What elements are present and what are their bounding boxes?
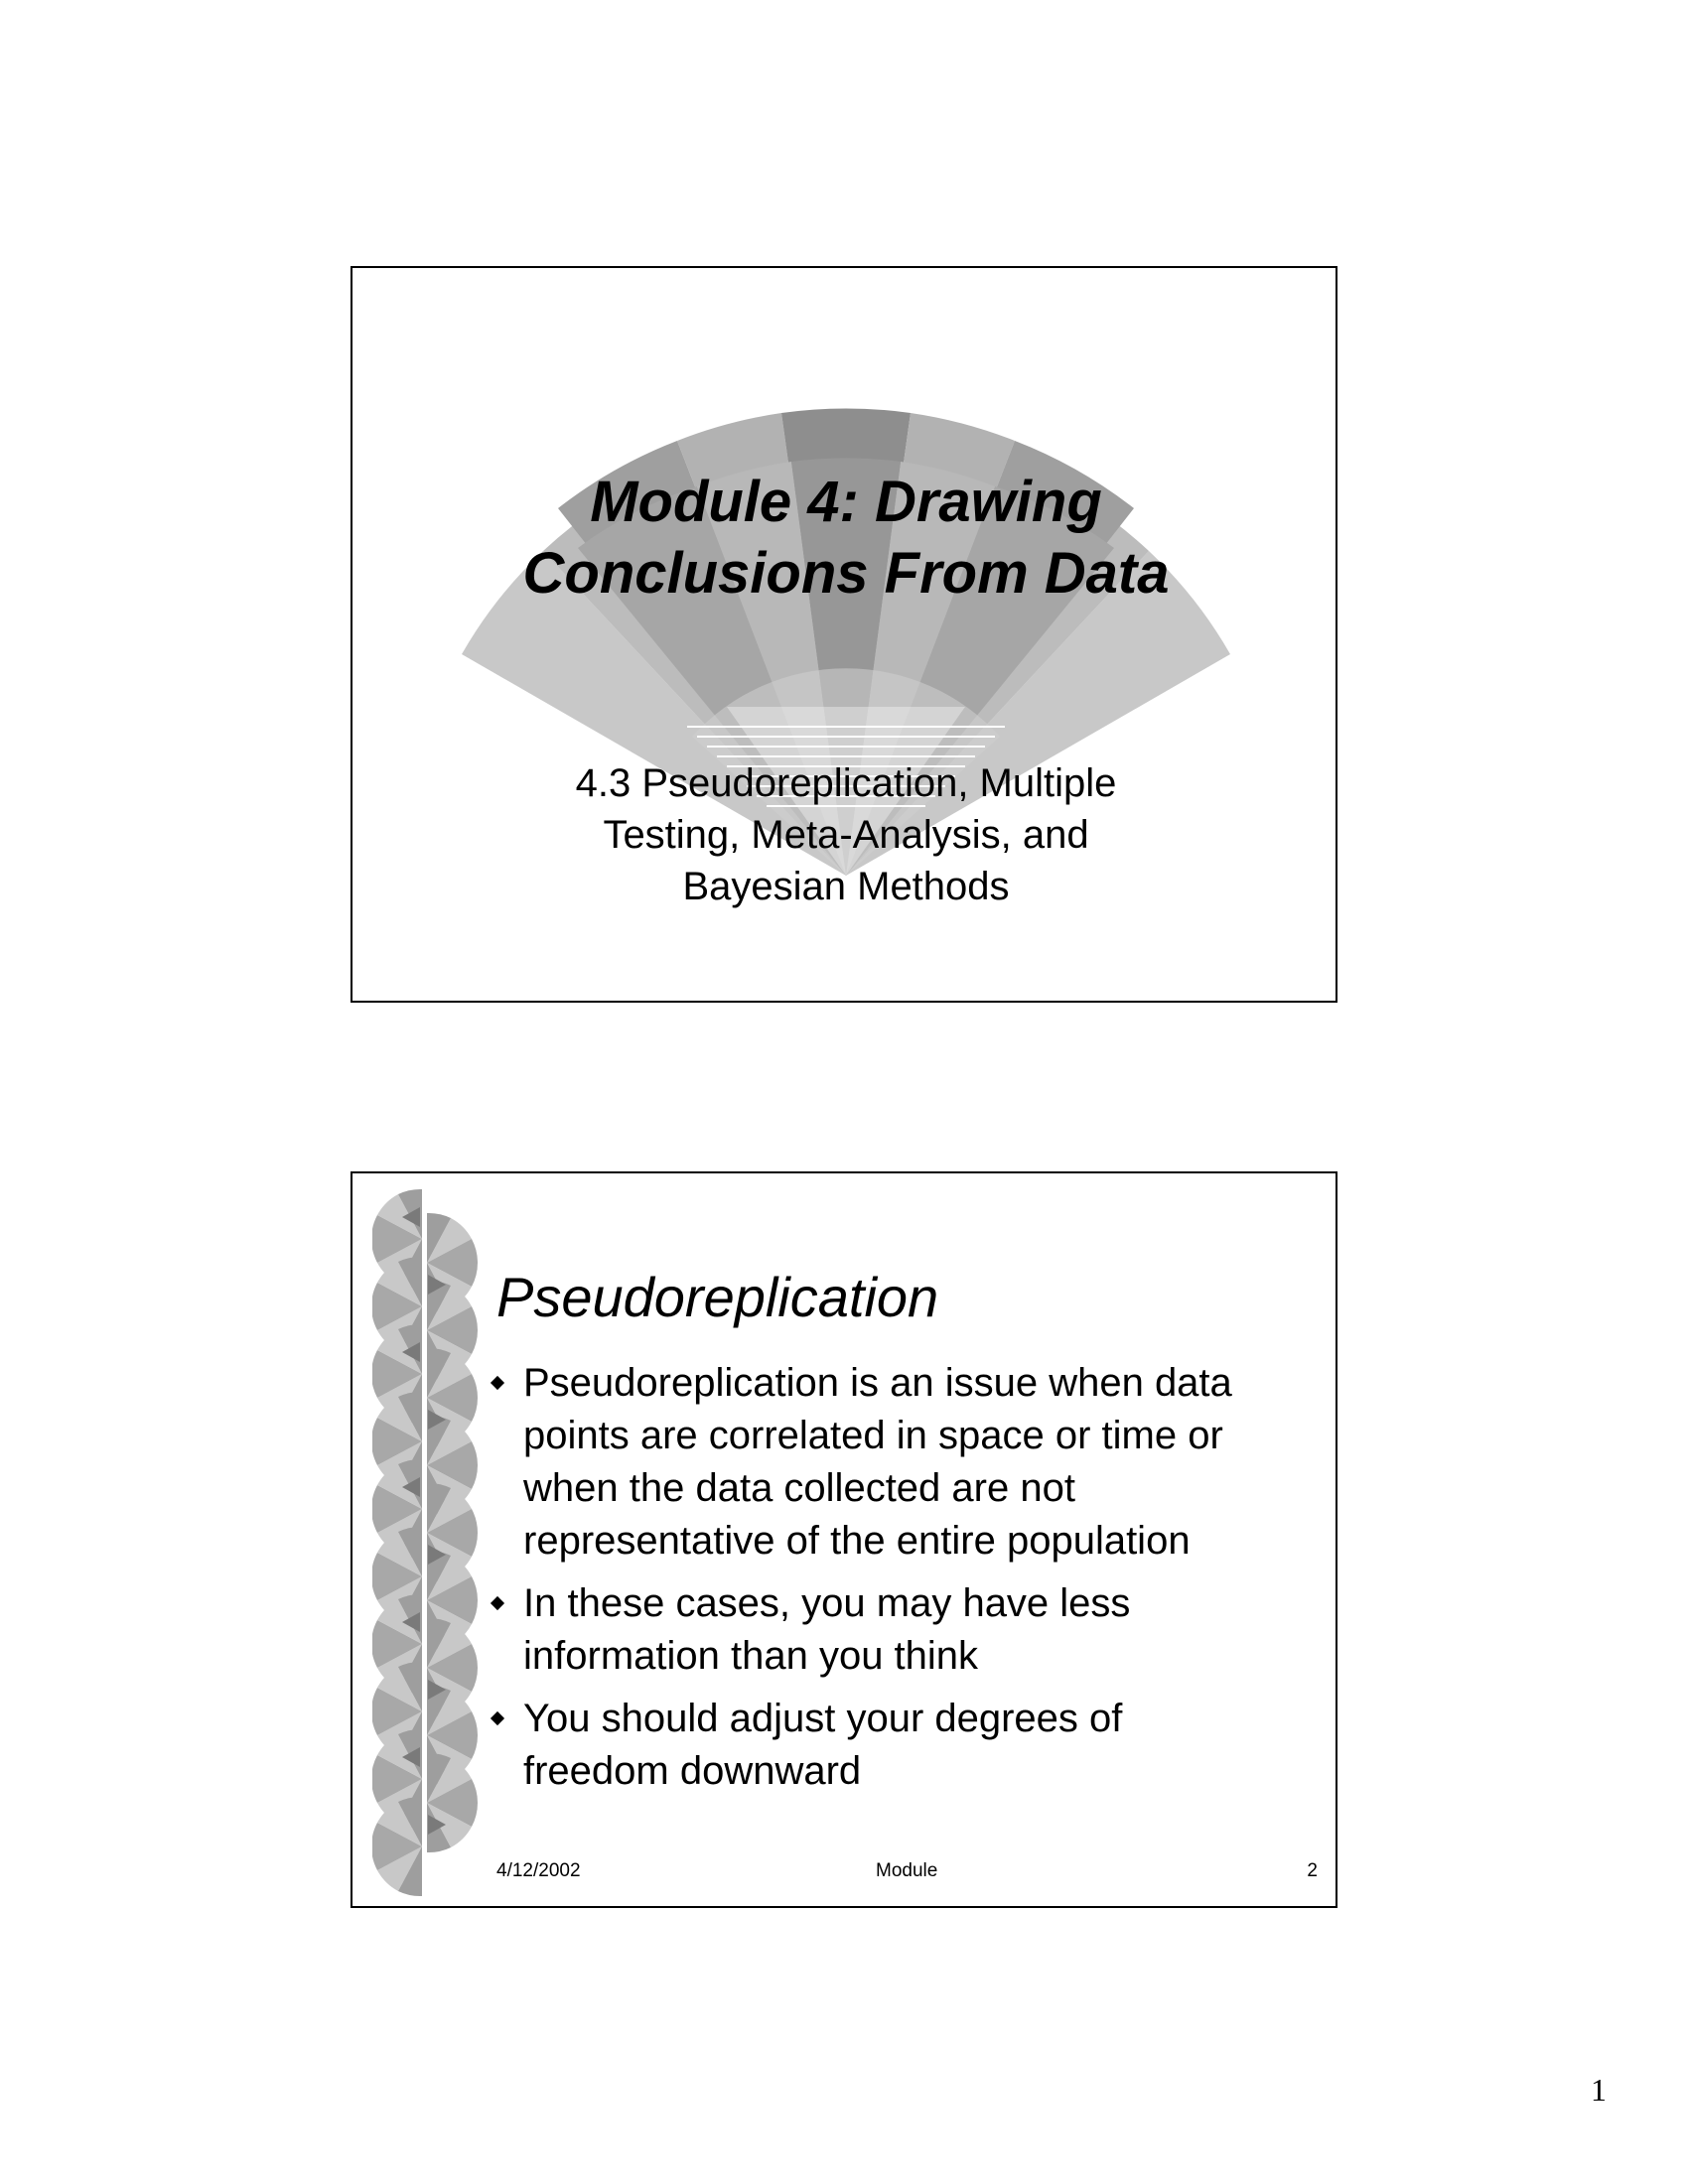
slide-subtitle bbox=[498, 757, 1194, 912]
bullet-line: You should adjust your degrees of bbox=[523, 1697, 1123, 1740]
slide-title-line: Conclusions From Data bbox=[522, 541, 1170, 606]
slide-subtitle-line: 4.3 Pseudoreplication, Multiple bbox=[575, 761, 1117, 805]
bullet-line: representative of the entire population bbox=[523, 1519, 1191, 1563]
bullet-line: In these cases, you may have less bbox=[523, 1581, 1131, 1625]
diamond-bullet-icon bbox=[491, 1376, 504, 1390]
slide-heading: Pseudoreplication bbox=[496, 1266, 939, 1328]
bullet-line: information than you think bbox=[523, 1634, 979, 1678]
bullet-item bbox=[487, 1577, 1321, 1683]
bullet-item bbox=[487, 1693, 1321, 1798]
bullet-line: freedom downward bbox=[523, 1749, 862, 1793]
diamond-bullet-icon bbox=[491, 1711, 504, 1725]
bullet-line: Pseudoreplication is an issue when data bbox=[523, 1361, 1232, 1405]
page-number: 1 bbox=[1591, 2072, 1607, 2108]
slide-title-line: Module 4: Drawing bbox=[590, 470, 1102, 534]
slide-subtitle-line: Bayesian Methods bbox=[682, 865, 1010, 908]
bullet-line: points are correlated in space or time or bbox=[523, 1414, 1223, 1457]
slide-footer-page-number: 2 bbox=[1307, 1860, 1318, 1881]
slide-footer-date: 4/12/2002 bbox=[496, 1860, 581, 1881]
decorative-fan-strip bbox=[372, 1181, 492, 1906]
content-slide bbox=[351, 1171, 1337, 1908]
slide-title bbox=[449, 467, 1243, 610]
bullet-line: when the data collected are not bbox=[523, 1466, 1075, 1510]
slide-footer-title: Module bbox=[876, 1860, 938, 1881]
title-slide bbox=[351, 266, 1337, 1003]
diamond-bullet-icon bbox=[491, 1596, 504, 1610]
bullet-list bbox=[487, 1357, 1321, 1808]
slide-subtitle-line: Testing, Meta-Analysis, and bbox=[603, 813, 1089, 857]
bullet-item bbox=[487, 1357, 1321, 1568]
